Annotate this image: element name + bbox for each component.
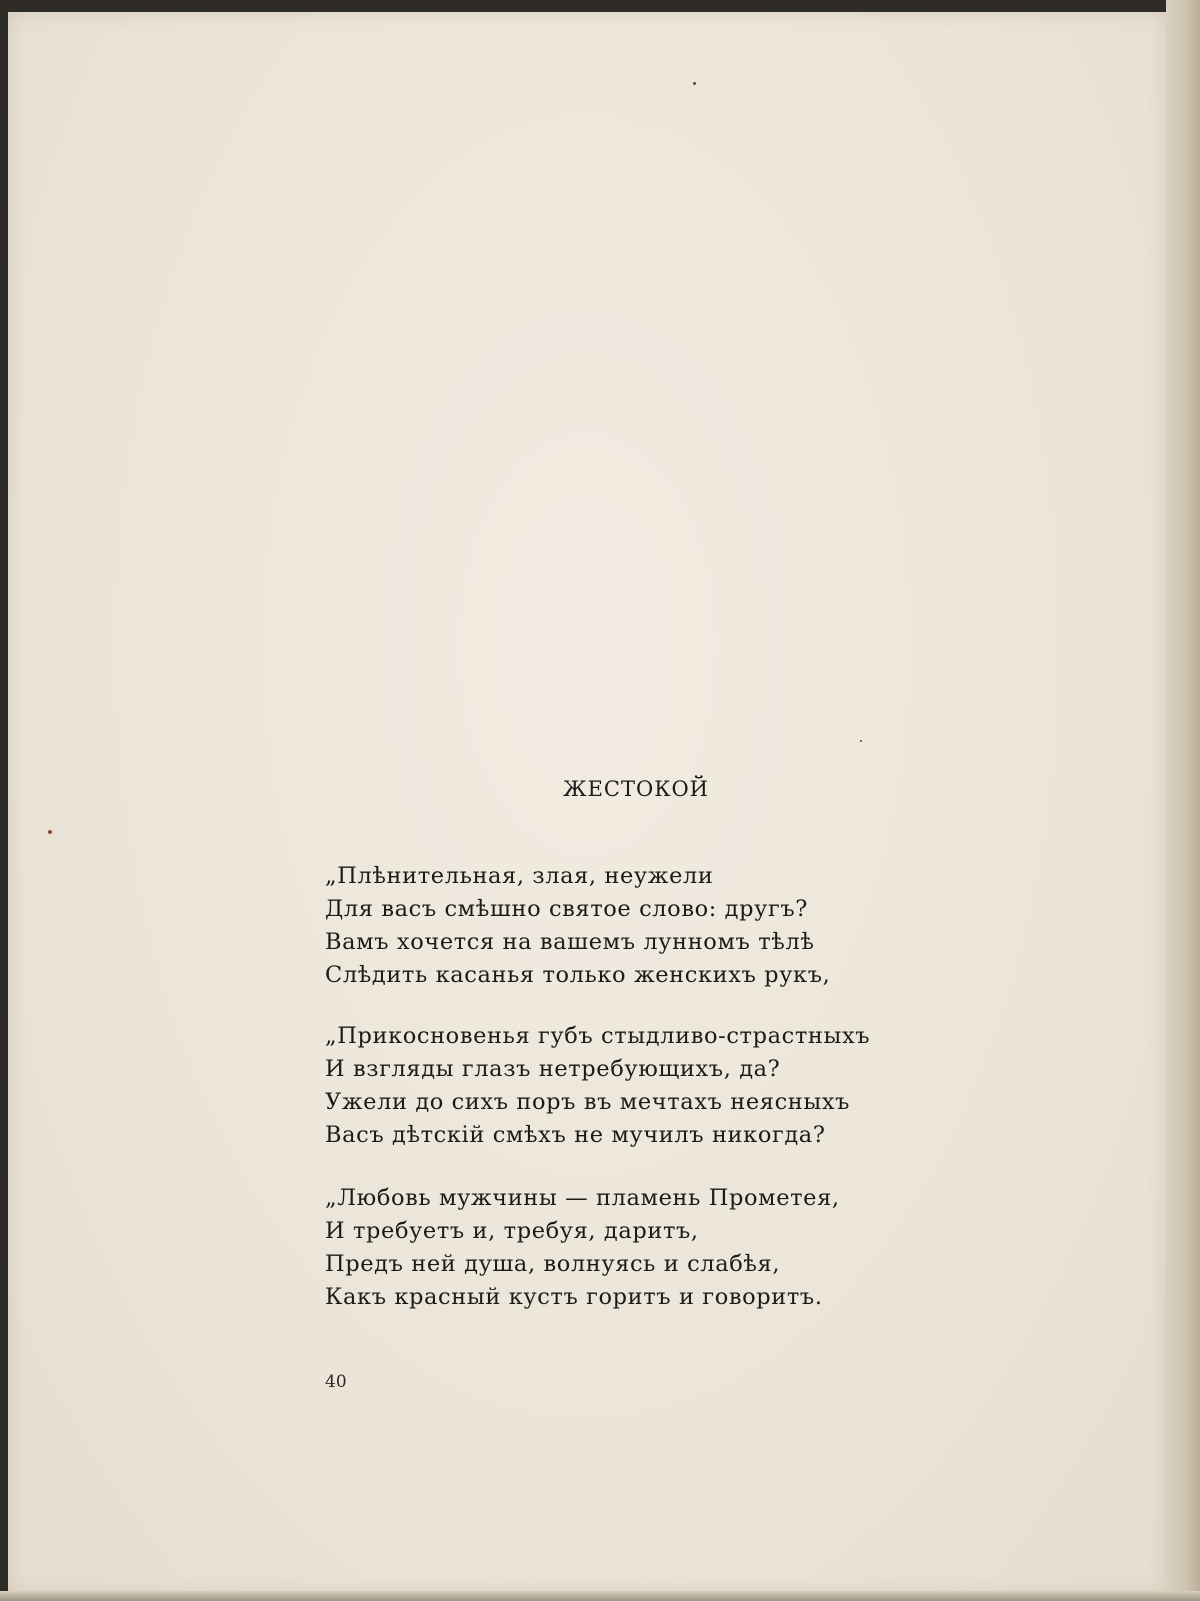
poem-line: Какъ красный кустъ горитъ и говоритъ.: [325, 1284, 823, 1310]
book-page: [8, 12, 1166, 1594]
page-edge-bottom: [0, 1591, 1200, 1601]
page-number: 40: [325, 1372, 347, 1392]
stanza-3: [325, 1182, 925, 1314]
poem-line: Предъ ней душа, волнуясь и слабѣя,: [325, 1251, 781, 1277]
poem-line: Для васъ смѣшно святое слово: другъ?: [325, 896, 808, 922]
poem-line: Вамъ хочется на вашемъ лунномъ тѣлѣ: [325, 929, 815, 955]
paper-speck: [860, 740, 862, 742]
poem-title: ЖЕСТОКОЙ: [563, 777, 709, 801]
poem-line: И требуетъ и, требуя, даритъ,: [325, 1218, 699, 1244]
poem-line: „Плѣнительная, злая, неужели: [325, 863, 714, 889]
poem-line: Васъ дѣтскій смѣхъ не мучилъ никогда?: [325, 1122, 826, 1148]
poem-line: Ужели до сихъ поръ въ мечтахъ неясныхъ: [325, 1089, 851, 1115]
page-edge-right: [1166, 0, 1200, 1601]
poem-line: „Прикосновенья губъ стыдливо-страстныхъ: [325, 1023, 871, 1049]
poem-line: „Любовь мужчины — пламень Прометея,: [325, 1185, 840, 1211]
poem-line: Слѣдить касанья только женскихъ рукъ,: [325, 962, 831, 988]
stanza-2: [325, 1020, 925, 1152]
poem-line: И взгляды глазъ нетребующихъ, да?: [325, 1056, 781, 1082]
paper-speck: [693, 82, 696, 85]
paper-speck: [48, 830, 52, 834]
stanza-1: [325, 860, 925, 992]
